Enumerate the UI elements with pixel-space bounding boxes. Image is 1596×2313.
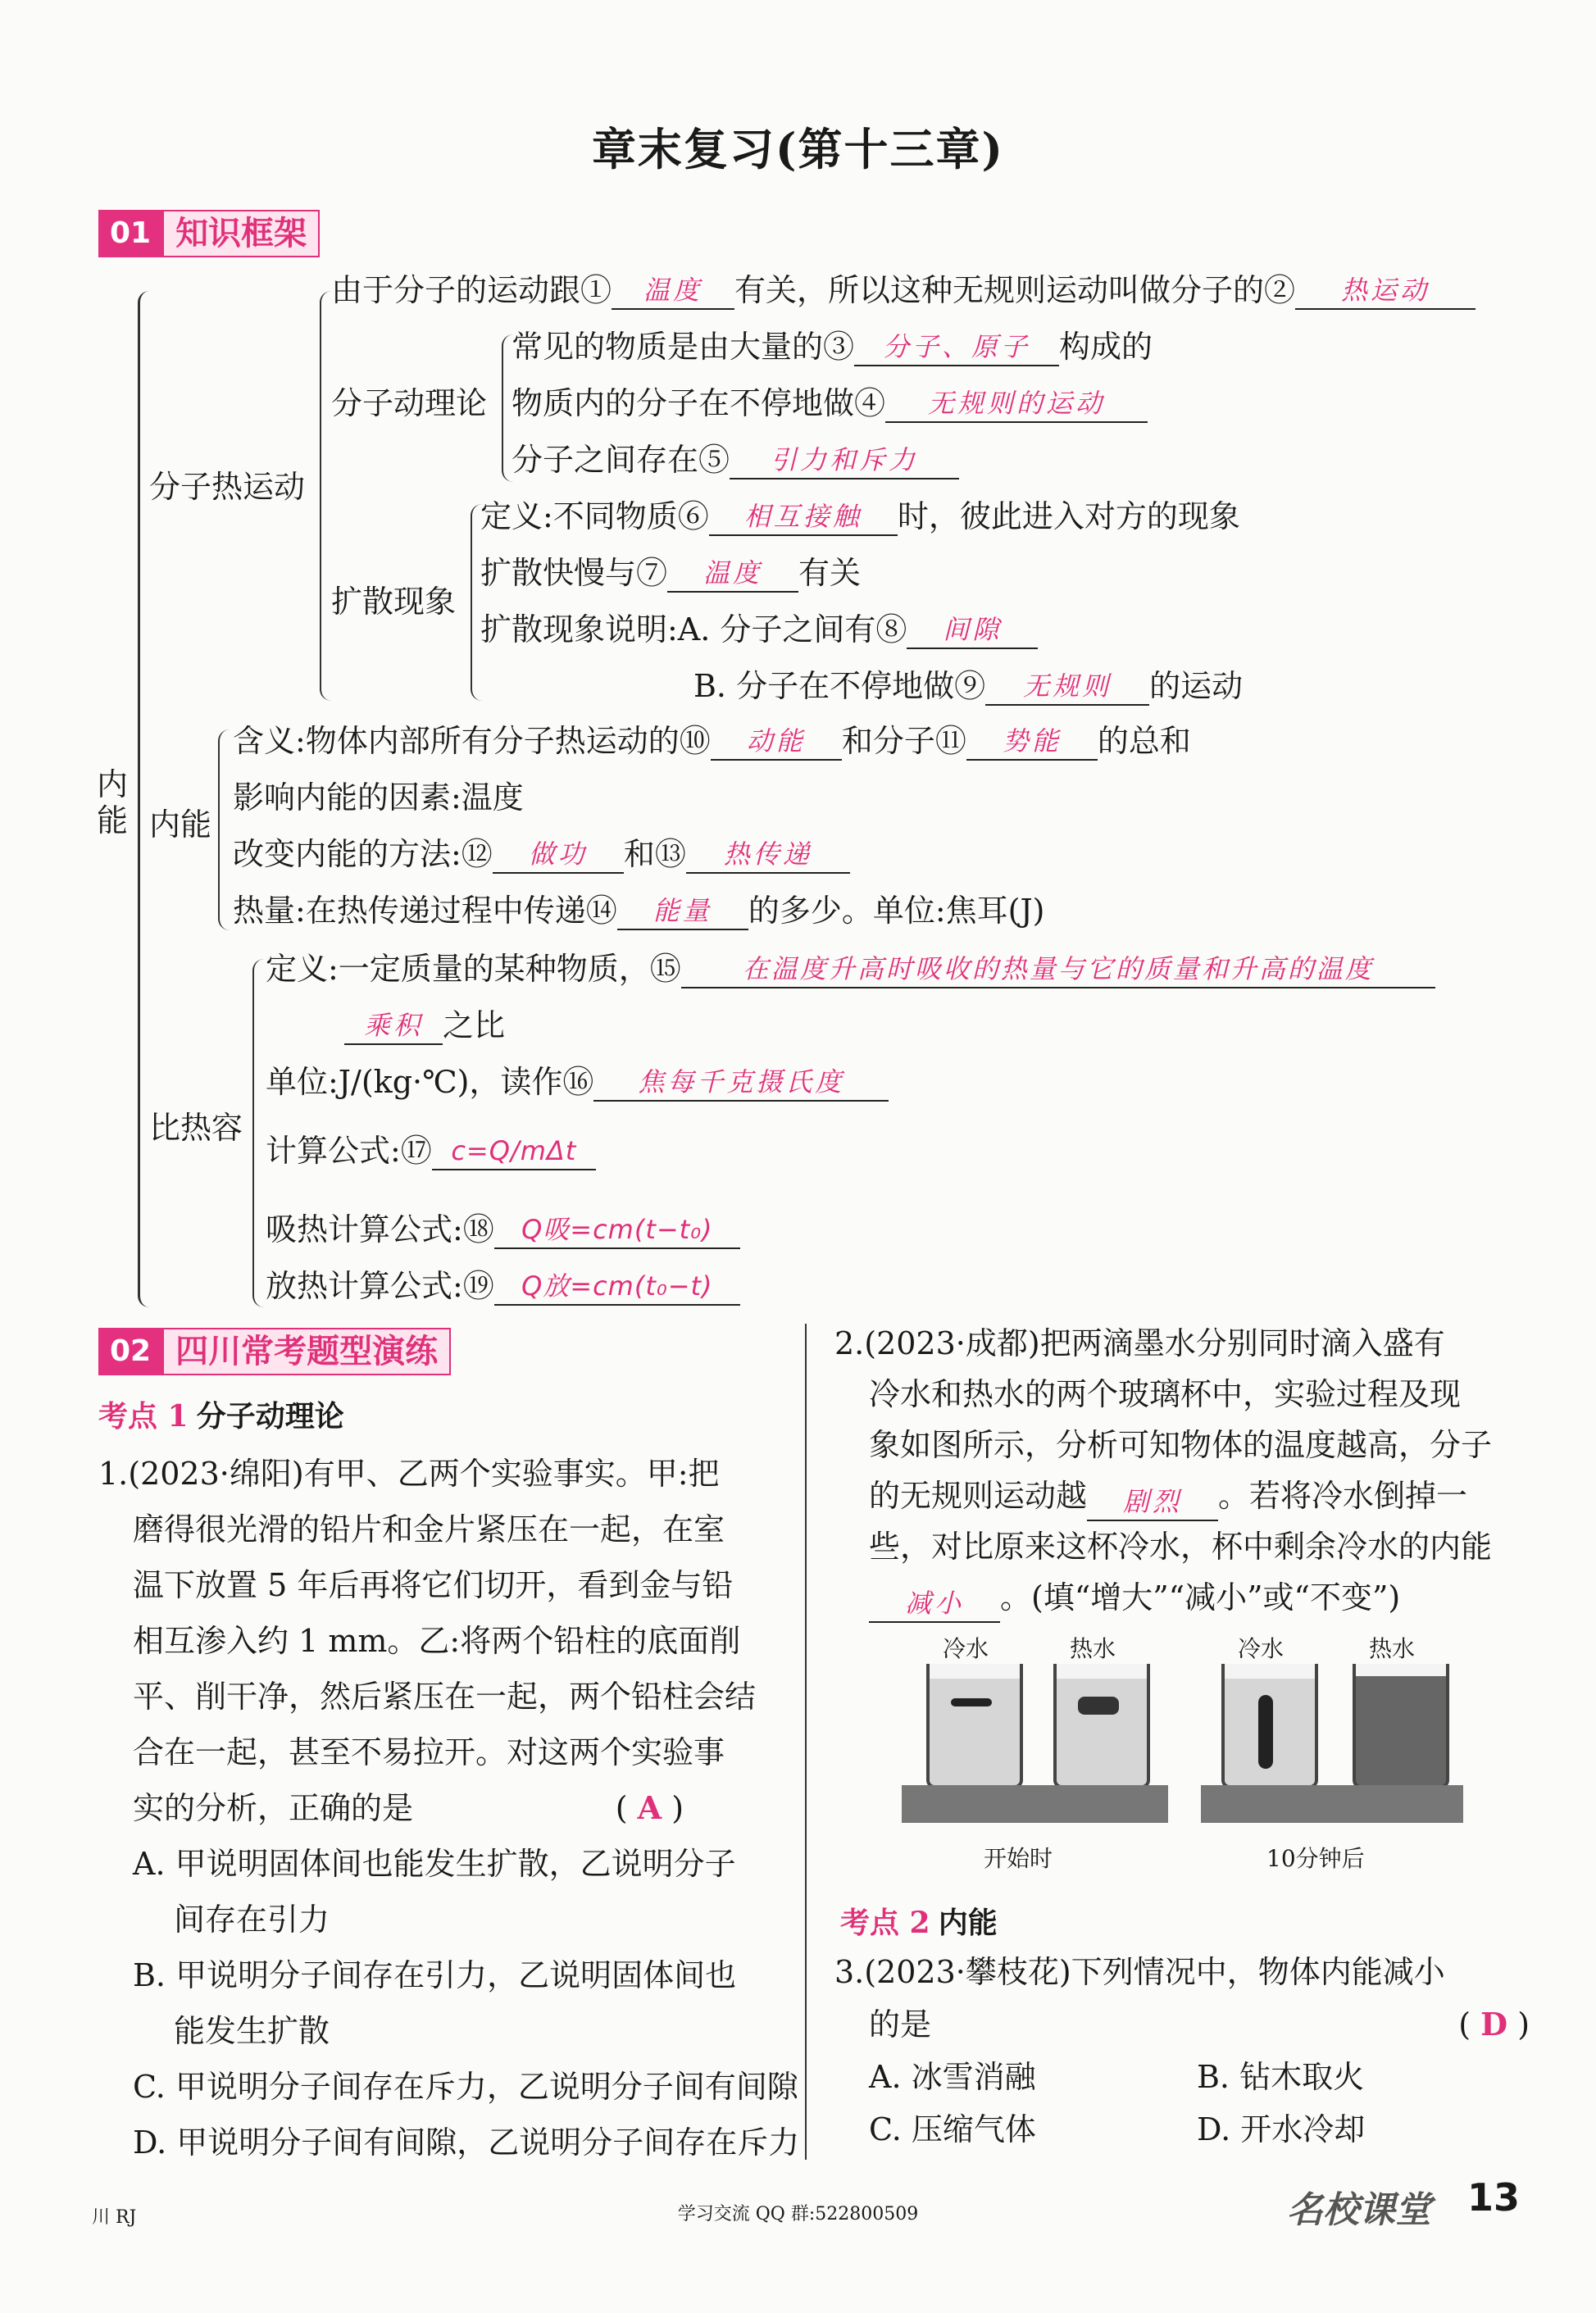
diffusion-line-3: 扩散现象说明:A. 分子之间有⑧ 间隙 xyxy=(480,610,1038,649)
answer-4: 无规则的运动 xyxy=(885,385,1148,423)
page-title: 章末复习(第十三章) xyxy=(591,123,1005,175)
answer-14: 能量 xyxy=(617,893,748,930)
q1-option-b: B. 甲说明分子间存在引力，乙说明固体间也 xyxy=(133,1957,737,1993)
ie-line-4: 热量:在热传递过程中传递⑭ 能量 的多少。单位:焦耳(J) xyxy=(233,893,1045,929)
answer-9: 无规则 xyxy=(985,668,1149,706)
section-header-framework xyxy=(98,210,320,257)
answer-17: c=Q/mΔt xyxy=(432,1133,596,1170)
answer-18: Q吸=cm(t−t₀) xyxy=(494,1211,740,1249)
answer-8: 间隙 xyxy=(907,611,1038,649)
answer-15b: 乘积 xyxy=(344,1007,443,1045)
ink-drop xyxy=(1078,1697,1119,1715)
sh-line-4: 吸热计算公式:⑱ Q吸=cm(t−t₀) xyxy=(266,1210,740,1249)
answer-10: 动能 xyxy=(711,723,842,761)
diffusion-figure xyxy=(893,1631,1484,1885)
section-label: 四川常考题型演练 xyxy=(162,1328,451,1375)
kaodian-2: 考点 2 内能 xyxy=(840,1906,998,1940)
kaodian-1: 考点 1 分子动理论 xyxy=(98,1399,344,1434)
diffusion-line-2: 扩散快慢与⑦ 温度 有关 xyxy=(480,555,862,591)
q3-option-c: C. 压缩气体 xyxy=(869,2111,1036,2147)
q1-option-d: D. 甲说明分子间有间隙，乙说明分子间存在斥力 xyxy=(133,2124,800,2161)
root-label: 内能 xyxy=(97,766,129,838)
ink-drop xyxy=(951,1698,992,1706)
page-number: 13 xyxy=(1467,2175,1521,2220)
brand-logo: 名校课堂 xyxy=(1287,2189,1431,2231)
answer-11: 势能 xyxy=(966,723,1098,761)
stand-left xyxy=(902,1785,1168,1823)
caption-after: 10分钟后 xyxy=(1266,1845,1365,1872)
answer-2: 热运动 xyxy=(1295,272,1476,310)
section-header-practice xyxy=(98,1328,451,1375)
theory-line-2: 物质内的分子在不停地做④ 无规则的运动 xyxy=(512,384,1148,423)
diffusion-label: 扩散现象 xyxy=(331,584,457,620)
q3-option-a: A. 冰雪消融 xyxy=(869,2059,1036,2095)
ie-line-3: 改变内能的方法:⑫ 做功 和⑬ 热传递 xyxy=(233,834,850,874)
q3-answer: D xyxy=(1480,2006,1508,2043)
internal-energy-brace xyxy=(218,729,233,930)
tm-line-1: 由于分子的运动跟① 温度 有关，所以这种无规则运动叫做分子的② 热运动 xyxy=(331,270,1476,310)
answer-13: 热传递 xyxy=(686,836,850,874)
q3-option-d: D. 开水冷却 xyxy=(1197,2111,1366,2147)
label-hot-2: 热水 xyxy=(1369,1635,1416,1662)
diffusion-line-1: 定义:不同物质⑥ 相互接触 时，彼此进入对方的现象 xyxy=(480,498,1240,534)
label-hot-1: 热水 xyxy=(1070,1635,1116,1662)
label-cold-1: 冷水 xyxy=(943,1635,989,1662)
beaker-cold-start xyxy=(926,1664,1023,1788)
theory-line-3: 分子之间存在⑤ 引力和斥力 xyxy=(512,440,959,479)
footer-qq: 学习交流 QQ 群:522800509 xyxy=(677,2204,919,2224)
footer-edition: 川 RJ xyxy=(92,2207,137,2228)
column-divider xyxy=(805,1324,807,2160)
sh-line-1: 定义:一定质量的某种物质，⑮ 在温度升高时吸收的热量与它的质量和升高的温度 xyxy=(266,949,1435,988)
sh-line-2: 单位:J/(kg·℃)，读作⑯ 焦每千克摄氏度 xyxy=(266,1062,889,1102)
theory-label: 分子动理论 xyxy=(331,385,488,421)
thermal-motion-brace xyxy=(320,291,336,701)
beaker-hot-start xyxy=(1053,1664,1150,1788)
specific-heat-label: 比热容 xyxy=(149,1110,243,1146)
sh-line-3: 计算公式:⑰ c=Q/mΔt xyxy=(266,1131,596,1170)
q1-option-a: A. 甲说明固体间也能发生扩散，乙说明分子 xyxy=(133,1846,736,1882)
answer-16: 焦每千克摄氏度 xyxy=(593,1064,889,1102)
question-2: 2.(2023·成都)把两滴墨水分别同时滴入盛有 冷水和热水的两个玻璃杯中，实验过程及现 象如图所示，分析可知物体的温度越高，分子 的无规则运动越 剧烈 。若将冷水倒掉一 些，对比原来这杯冷水，杯中剩余冷水的内能 减小 。(填“增大”“减小”或“不变”) xyxy=(834,1318,1492,1623)
question-1: 1.(2023·绵阳)有甲、乙两个实验事实。甲:把 磨得很光滑的铅片和金片紧压在一起，在室 温下放置 5 年后再将它们切开，看到金与铅 相互渗入约 1 mm。乙:将两个铅柱的底面削 平、削干净，然后紧压在一起，两个铅柱会结 合在一起，甚至不易拉开。对这两个实验事 实的分析，正确的是 ( A ) A. 甲说明固体间也能发生扩散，乙说明分子 间存在引力 B. 甲说明分子间存在引力，乙说明固体间也 能发生扩散 C. 甲说明分子间存在斥力，乙说明分子间有间隙 D. 甲说明分子间有间隙，乙说明分子间存在斥力 xyxy=(98,1446,799,2170)
answer-3: 分子、原子 xyxy=(854,329,1059,366)
q1-answer: A xyxy=(637,1789,662,1826)
diffusion-line-4: B. 分子在不停地做⑨ 无规则 的运动 xyxy=(693,668,1244,704)
q1-option-c: C. 甲说明分子间存在斥力，乙说明分子间有间隙 xyxy=(133,2069,798,2105)
sh-line-5: 放热计算公式:⑲ Q放=cm(t₀−t) xyxy=(266,1266,740,1306)
ie-line-1: 含义:物体内部所有分子热运动的⑩ 动能 和分子⑪ 势能 的总和 xyxy=(233,723,1191,759)
beaker-hot-after xyxy=(1353,1664,1449,1788)
caption-start: 开始时 xyxy=(984,1845,1053,1872)
q3-option-b: B. 钻木取火 xyxy=(1197,2059,1365,2095)
ink-trail xyxy=(1258,1695,1273,1769)
stand-right xyxy=(1201,1785,1463,1823)
ie-line-2: 影响内能的因素:温度 xyxy=(233,779,524,816)
answer-1: 温度 xyxy=(612,272,734,310)
q2-answer-1: 剧烈 xyxy=(1087,1484,1218,1521)
section-label: 知识框架 xyxy=(162,210,320,257)
answer-15a: 在温度升高时吸收的热量与它的质量和升高的温度 xyxy=(681,951,1435,988)
section-number: 01 xyxy=(98,210,162,257)
thermal-motion-label: 分子热运动 xyxy=(149,469,306,505)
question-3: 3.(2023·攀枝花)下列情况中，物体内能减小 的是 ( D ) A. 冰雪消融 B. 钻木取火 C. 压缩气体 D. 开水冷却 xyxy=(834,1946,1530,2156)
answer-5: 引力和斥力 xyxy=(730,442,959,479)
label-cold-2: 冷水 xyxy=(1238,1635,1285,1662)
answer-19: Q放=cm(t₀−t) xyxy=(494,1268,740,1306)
section-number: 02 xyxy=(98,1328,162,1375)
answer-12: 做功 xyxy=(493,836,624,874)
theory-line-1: 常见的物质是由大量的③ 分子、原子 构成的 xyxy=(512,329,1153,365)
answer-7: 温度 xyxy=(667,555,798,593)
answer-6: 相互接触 xyxy=(709,498,898,536)
sh-line-1b: 乘积 之比 xyxy=(344,1006,505,1045)
internal-energy-label: 内能 xyxy=(149,807,212,843)
root-brace xyxy=(138,291,158,1307)
q2-answer-2: 减小 xyxy=(869,1585,1000,1623)
